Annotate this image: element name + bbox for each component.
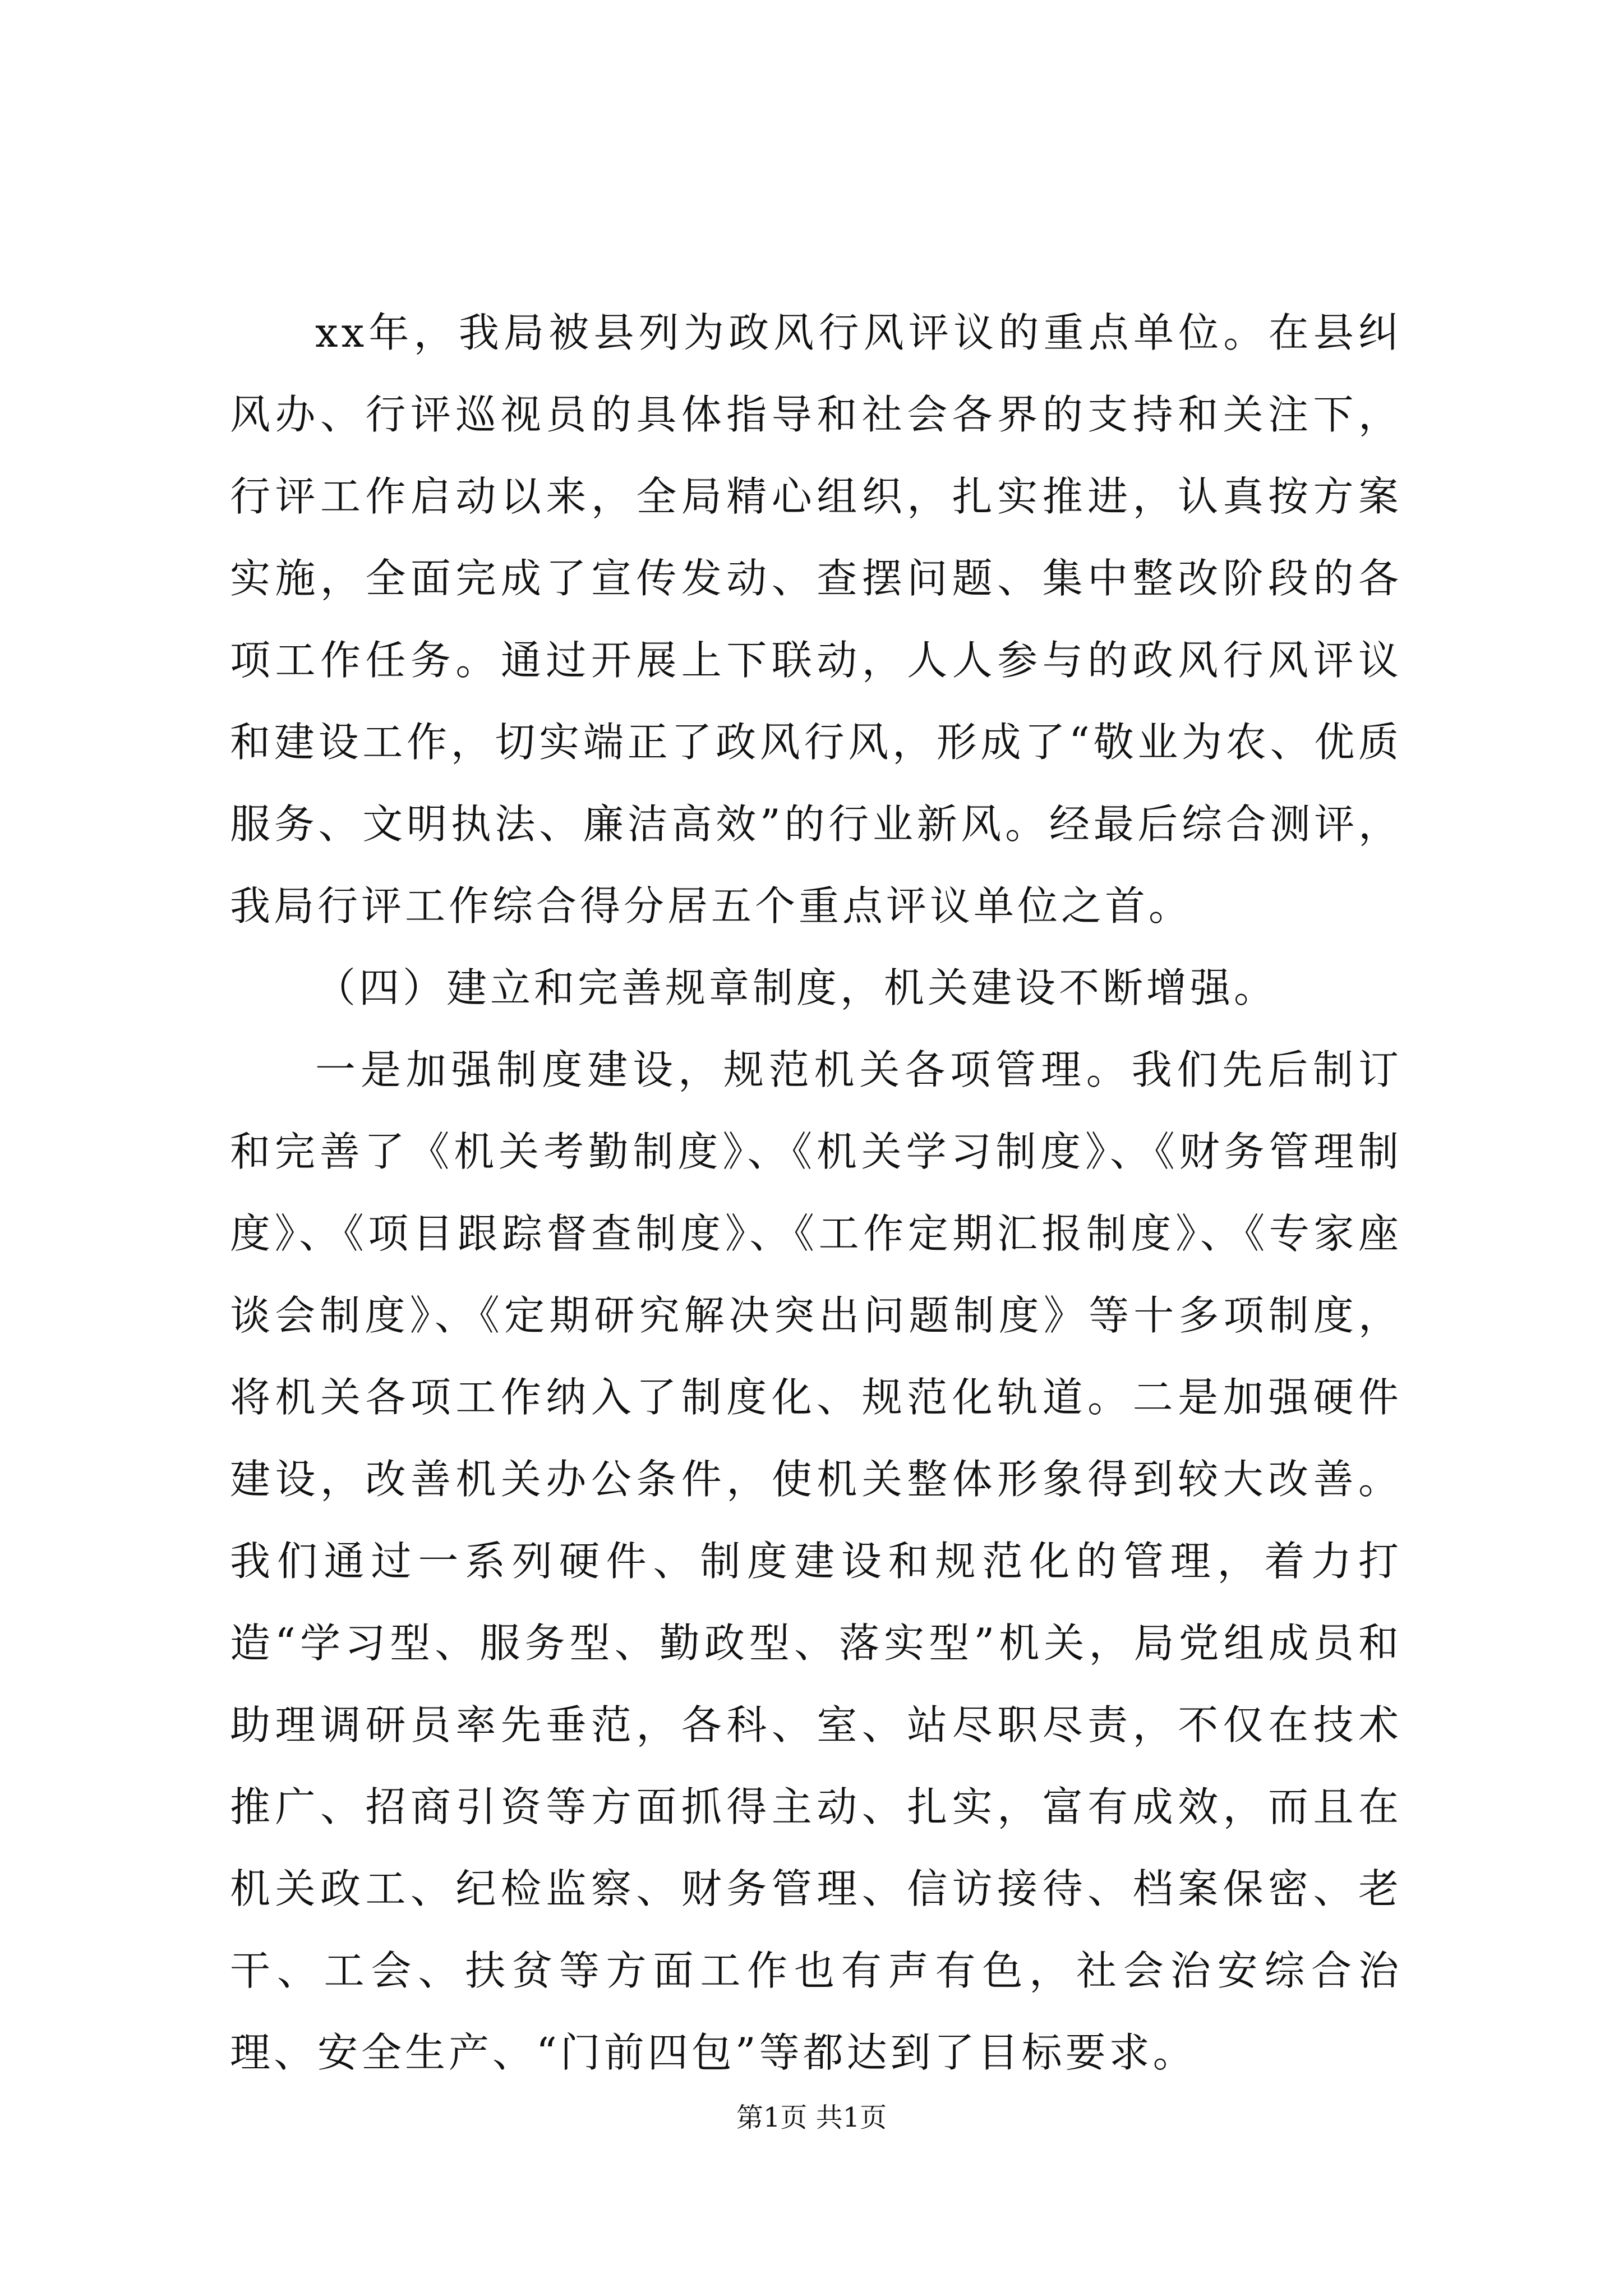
paragraph-institution-building: 一是加强制度建设，规范机关各项管理。我们先后制订和完善了《机关考勤制度》、《机关学习制度》、《财务管理制度》、《项目跟踪督查制度》、《工作定期汇报制度》、《专家座谈会制度》、《定期研究解决突出问题制度》等十多项制度，将机关各项工作纳入了制度化、规范化轨道。二是加强硬件建设，改善机关办公条件，使机关整体形象得到较大改善。我们通过一系列硬件、制度建设和规范化的管理，着力打造“学习型、服务型、勤政型、落实型”机关，局党组成员和助理调研员率先垂范，各科、室、站尽职尽责，不仅在技术推广、招商引资等方面抓得主动、扎实，富有成效，而且在机关政工、纪检监察、财务管理、信访接待、档案保密、老干、工会、扶贫等方面工作也有声有色，社会治安综合治理、安全生产、“门前四包”等都达到了目标要求。 <box>230 1046 1402 2076</box>
document-body <box>230 292 1402 2093</box>
paragraph-xingping-summary: xx年，我局被县列为政风行风评议的重点单位。在县纠风办、行评巡视员的具体指导和社会各界的支持和关注下，行评工作启动以来，全局精心组织，扎实推进，认真按方案实施，全面完成了宣传发动、查摆问题、集中整改阶段的各项工作任务。通过开展上下联动，人人参与的政风行风评议和建设工作，切实端正了政风行风，形成了“敬业为农、优质服务、文明执法、廉洁高效”的行业新风。经最后综合测评，我局行评工作综合得分居五个重点评议单位之首。 <box>230 309 1402 930</box>
page-footer: 第1页 共1页 <box>736 2102 887 2133</box>
paragraph-section-heading: （四）建立和完善规章制度，机关建设不断增强。 <box>315 964 1278 1011</box>
